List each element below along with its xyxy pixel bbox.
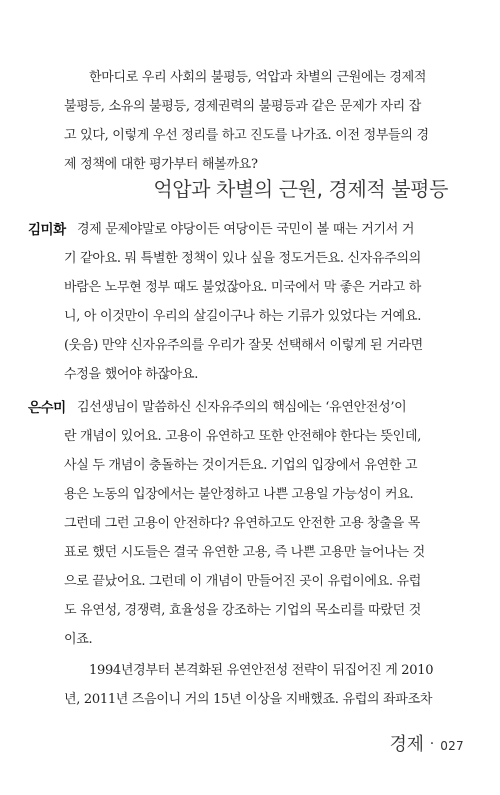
dialogue-line: 김선생님이 말씀하신 신자유주의의 핵심에는 ‘유연안전성’이: [77, 400, 407, 415]
closing-line: 년, 2011년 즈음이니 거의 15년 이상을 지배했죠. 유럽의 좌파조차: [64, 692, 433, 707]
dialogue-line: 표로 했던 시도들은 결국 유연한 고용, 즉 나쁜 고용만 늘어나는 것: [64, 545, 425, 560]
dialogue-line: (웃음) 만약 신자유주의를 우리가 잘못 선택해서 이렇게 된 거라면: [64, 338, 423, 353]
intro-line: 불평등, 소유의 불평등, 경제권력의 불평등과 같은 문제가 자리 잡: [64, 99, 422, 114]
intro-line: 고 있다, 이렇게 우선 정리를 하고 진도를 나가죠. 이전 정부들의 경: [64, 128, 429, 143]
footer-section-title: 경제: [389, 734, 424, 755]
dialogue-line: 기 같아요. 뭐 특별한 정책이 있나 싶을 정도거든요. 신자유주의의: [64, 251, 422, 266]
dialogue-line: 이죠.: [64, 632, 93, 647]
intro-line: 제 정책에 대한 평가부터 해볼까요?: [64, 157, 258, 172]
dialogue-line: 수정을 했어야 하잖아요.: [64, 367, 199, 382]
page-footer: [390, 730, 464, 756]
dialogue-line: 도 유연성, 경쟁력, 효율성을 강조하는 기업의 목소리를 따랐던 것: [64, 603, 422, 618]
closing-line: 1994년경부터 본격화된 유연안전성 전략이 뒤집어진 게 2010: [89, 663, 434, 678]
dialogue-line: 으로 끝났어요. 그런데 이 개념이 만들어진 곳이 유럽이에요. 유럽: [64, 574, 422, 589]
section-heading: 억압과 차별의 근원, 경제적 불평등: [153, 177, 448, 201]
dialogue-line: 란 개념이 있어요. 고용이 유연하고 또한 안전해야 한다는 뜻인데,: [64, 429, 422, 444]
speaker-name: 김미화: [28, 222, 66, 238]
speaker-name: 은수미: [28, 400, 66, 416]
footer-separator: ·: [429, 736, 435, 752]
dialogue-line: 그런데 그런 고용이 안전하다? 유연하고도 안전한 고용 창출을 목: [64, 516, 421, 531]
dialogue-line: 니, 아 이것만이 우리의 살길이구나 하는 기류가 있었다는 거예요.: [64, 309, 422, 324]
page-number: 027: [440, 739, 464, 753]
dialogue-line: 바람은 노무현 정부 때도 불었잖아요. 미국에서 막 좋은 거라고 하: [64, 280, 422, 295]
dialogue-line: 사실 두 개념이 충돌하는 것이거든요. 기업의 입장에서 유연한 고: [64, 458, 418, 473]
intro-line: 한마디로 우리 사회의 불평등, 억압과 차별의 근원에는 경제적: [89, 70, 427, 85]
dialogue-line: 용은 노동의 입장에서는 불안정하고 나쁜 고용일 가능성이 커요.: [64, 487, 414, 502]
dialogue-line: 경제 문제야말로 야당이든 여당이든 국민이 볼 때는 거기서 거: [77, 222, 415, 237]
